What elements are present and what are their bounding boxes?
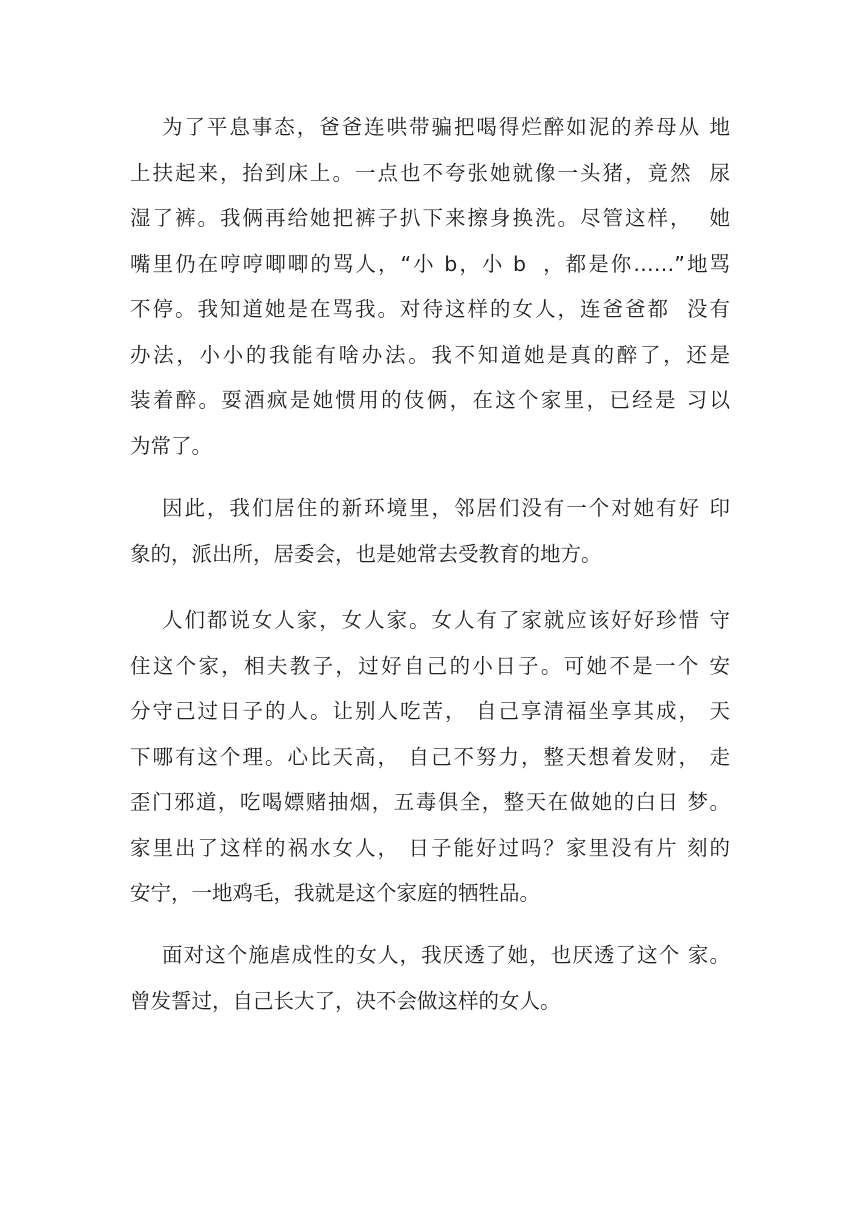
paragraph-3 <box>130 598 730 917</box>
text-line: 人们都说女人家，女人家。女人有了家就应该好好珍惜 守 <box>162 608 730 632</box>
paragraph-1 <box>130 105 730 469</box>
text-line: 为了平息事态，爸爸连哄带骗把喝得烂醉如泥的养母从 地 <box>162 115 730 139</box>
text-line: 不停。我知道她是在骂我。对待这样的女人，连爸爸都 没有 <box>130 297 730 321</box>
text-line: 歪门邪道，吃喝嫖赌抽烟，五毒俱全，整天在做她的白日 梦。 <box>130 790 730 814</box>
text-line: 下哪有这个理。心比天高， 自己不努力，整天想着发财， 走 <box>130 744 730 769</box>
text-line: 为常了。 <box>130 433 212 458</box>
text-line: 办法，小小的我能有啥办法。我不知道她是真的醉了，还是 <box>130 342 730 367</box>
text-line: 象的，派出所，居委会，也是她常去受教育的地方。 <box>130 541 602 566</box>
text-line: 面对这个施虐成性的女人，我厌透了她，也厌透了这个 家。 <box>162 943 730 967</box>
paragraph-2 <box>130 486 730 577</box>
text-line: 上扶起来，抬到床上。一点也不夸张她就像一头猪，竟然 尿 <box>130 160 730 185</box>
text-line: 家里出了这样的祸水女人， 日子能好过吗？家里没有片 刻的 <box>130 835 730 860</box>
text-line: 住这个家，相夫教子，过好自己的小日子。可她不是一个 安 <box>130 653 730 678</box>
text-line: 安宁，一地鸡毛，我就是这个家庭的牺牲品。 <box>130 881 540 905</box>
paragraph-4 <box>130 933 730 1024</box>
text-line: 装着醉。耍酒疯是她惯用的伎俩，在这个家里，已经是 习以 <box>130 388 730 412</box>
text-line: 嘴里仍在哼哼唧唧的骂人，“小 b，小 b ，都是你……”地骂 <box>130 251 730 276</box>
text-line: 湿了裤。我俩再给她把裤子扒下来擦身换洗。尽管这样， 她 <box>130 206 730 230</box>
text-line: 分守己过日子的人。让别人吃苦， 自己享清福坐享其成， 天 <box>130 699 730 723</box>
text-line: 曾发誓过，自己长大了，决不会做这样的女人。 <box>130 988 561 1013</box>
text-line: 因此，我们居住的新环境里，邻居们没有一个对她有好 印 <box>162 496 730 520</box>
